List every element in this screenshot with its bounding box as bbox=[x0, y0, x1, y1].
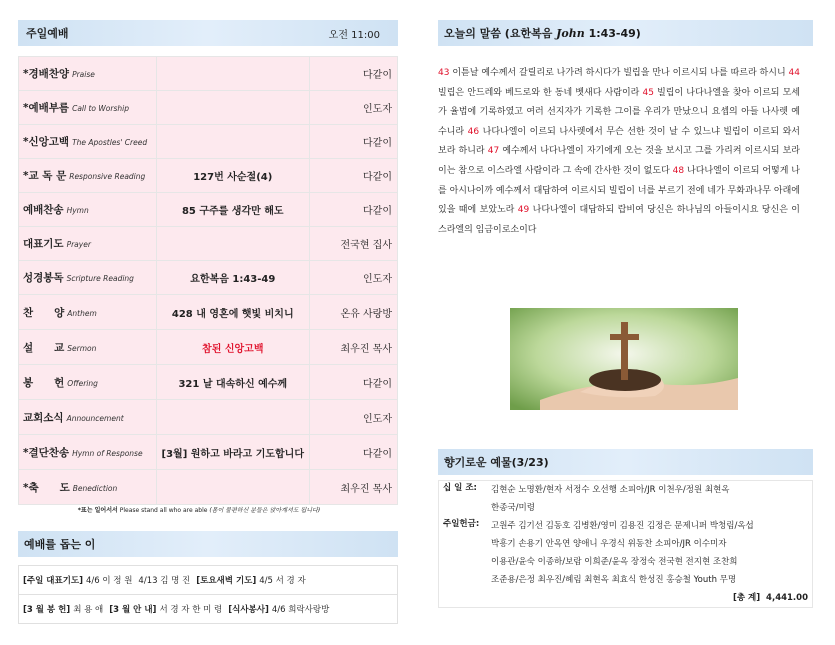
order-item-ko: 성경봉독 bbox=[23, 272, 64, 284]
order-row bbox=[19, 400, 398, 435]
cross-photo bbox=[510, 308, 738, 410]
verse-text: 나다나엘이 이르되 나사렛에서 무슨 선한 것이 날 수 있느냐 빌립이 이르되 와서 보라 하니라 bbox=[438, 126, 800, 157]
order-row bbox=[19, 57, 398, 91]
order-row bbox=[19, 365, 398, 400]
standing-note bbox=[0, 505, 398, 514]
offering-box bbox=[438, 480, 813, 608]
offering-names: 한종국/미령 bbox=[491, 503, 535, 513]
scripture-passage bbox=[438, 64, 800, 240]
offering-row bbox=[439, 481, 812, 517]
sermon-text-title-ko: 오늘의 말씀 (요한복음 bbox=[444, 27, 553, 40]
order-row bbox=[19, 470, 398, 505]
worship-header bbox=[18, 20, 398, 46]
helper-label: [주일 대표기도] bbox=[23, 576, 83, 586]
order-item-en: The Apostles' Creed bbox=[72, 138, 148, 147]
helpers-header bbox=[18, 531, 398, 557]
standing-note-bold: *표는 일어서서 bbox=[77, 507, 118, 514]
order-item-en: Announcement bbox=[66, 413, 124, 423]
order-item-leader: 최우진 목사 bbox=[309, 470, 397, 505]
verse-number: 43 bbox=[438, 68, 450, 78]
offering-names: 고원주 김기선 김동호 김병환/영미 김용진 김정은 문제니퍼 박청림/옥섭 bbox=[491, 521, 754, 531]
order-row bbox=[19, 125, 398, 159]
order-item-en: Prayer bbox=[66, 240, 91, 249]
verse-number: 49 bbox=[517, 205, 530, 216]
worship-title: 주일예배 bbox=[26, 27, 69, 40]
helpers-title: 예배를 돕는 이 bbox=[24, 538, 96, 551]
sermon-text-title bbox=[444, 25, 641, 41]
order-item-en: Offering bbox=[67, 378, 98, 388]
helper-label: [토요새벽 기도] bbox=[196, 576, 257, 586]
helpers-row bbox=[19, 566, 397, 594]
order-item-leader: 인도자 bbox=[309, 91, 397, 125]
verse-number: 46 bbox=[467, 126, 480, 137]
order-item-leader: 온유 사랑방 bbox=[309, 295, 397, 330]
order-row bbox=[19, 159, 398, 193]
order-item-content: 요한복음 1:43-49 bbox=[156, 261, 309, 295]
order-item-label bbox=[19, 227, 157, 261]
order-item-leader: 다같이 bbox=[309, 365, 397, 400]
offering-category: 주일헌금: bbox=[443, 519, 480, 529]
order-item-content bbox=[156, 470, 309, 505]
offering-category: 십 일 조: bbox=[443, 483, 477, 493]
order-item-en: Praise bbox=[72, 70, 95, 79]
order-item-leader: 다같이 bbox=[309, 57, 397, 91]
order-item-content: [3월] 원하고 바라고 기도합니다 bbox=[156, 435, 309, 470]
offering-total bbox=[439, 589, 812, 607]
offering-row bbox=[439, 517, 812, 589]
order-item-ko: 설 교 bbox=[23, 341, 65, 354]
verse-text: 예수께서 나다나엘이 자기에게 오는 것을 보시고 그를 가리켜 이르시되 보라 이는 참으로 이스라엘 사람이라 그 속에 간사한 것이 없도다 bbox=[438, 146, 800, 176]
verse-text: 이튿날 예수께서 갈릴리로 나가려 하시다가 빌립을 만나 이르시되 나를 따르라 하시니 bbox=[449, 68, 789, 78]
order-item-ko: *신앙고백 bbox=[23, 136, 70, 148]
order-item-leader: 다같이 bbox=[309, 159, 397, 193]
order-item-ko: 대표기도 bbox=[23, 238, 64, 250]
order-item-label bbox=[19, 261, 157, 295]
order-item-content bbox=[156, 57, 309, 91]
order-item-label bbox=[19, 159, 157, 193]
order-item-ko: *경배찬양 bbox=[23, 68, 70, 80]
order-row bbox=[19, 193, 398, 227]
order-item-en: Sermon bbox=[67, 343, 97, 353]
order-row bbox=[19, 435, 398, 470]
order-item-ko: *축 도 bbox=[23, 481, 70, 494]
cross-in-soil-icon bbox=[510, 308, 738, 410]
order-item-label bbox=[19, 330, 157, 365]
order-item-ko: 찬 양 bbox=[23, 306, 65, 319]
order-row bbox=[19, 261, 398, 295]
order-item-ko: 예배찬송 bbox=[23, 204, 64, 216]
offering-total-label: [총 계] bbox=[732, 593, 761, 603]
helper-value: 4/6 희락사랑방 bbox=[271, 605, 330, 615]
offering-header bbox=[438, 449, 813, 475]
order-item-content: 85 구주를 생각만 해도 bbox=[156, 193, 309, 227]
verse-number: 48 bbox=[672, 165, 685, 176]
helper-value: 서 경 자 한 미 령 bbox=[159, 605, 223, 615]
helpers-row bbox=[19, 594, 397, 623]
order-item-label bbox=[19, 91, 157, 125]
standing-note-en: Please stand all who are able bbox=[119, 507, 208, 514]
verse-number: 47 bbox=[487, 146, 500, 157]
order-of-worship bbox=[18, 56, 398, 505]
offering-total-value: 4,441.00 bbox=[766, 593, 808, 603]
helper-value: 4/5 서 경 자 bbox=[259, 576, 306, 586]
order-item-ko: 교회소식 bbox=[23, 411, 64, 424]
order-item-leader: 인도자 bbox=[309, 400, 397, 435]
verse-text: 빌립이 나다나엘을 찾아 이르되 모세가 율법에 기록하였고 여러 선지자가 기록한 그이를 우리가 만났으니 요셉의 아들 나사렛 예수니라 bbox=[438, 87, 800, 137]
order-item-en: Benediction bbox=[72, 483, 118, 493]
order-item-label bbox=[19, 193, 157, 227]
offering-names: 박흥기 손용기 안옥연 양애니 우경식 위동찬 소피아/JR 이수미자 bbox=[491, 539, 727, 549]
order-row bbox=[19, 330, 398, 365]
order-item-content bbox=[156, 125, 309, 159]
order-item-en: Hymn bbox=[66, 206, 89, 215]
order-item-ko: *교 독 문 bbox=[23, 170, 67, 182]
order-item-content bbox=[156, 227, 309, 261]
helper-value: 최 용 애 bbox=[73, 605, 104, 615]
order-item-label bbox=[19, 365, 157, 400]
order-row bbox=[19, 227, 398, 261]
order-item-content: 428 내 영혼에 햇빛 비치니 bbox=[156, 295, 309, 330]
order-item-ko: 봉 헌 bbox=[23, 376, 65, 389]
order-item-leader: 인도자 bbox=[309, 261, 397, 295]
order-item-content bbox=[156, 91, 309, 125]
verse-text: 나다나엘이 대답하되 랍비여 당신은 하나님의 아들이시요 당신은 이스라엘의 임금이로소이다 bbox=[438, 205, 800, 235]
verse-text: 빌립은 안드레와 베드로와 한 동네 벳새다 사람이라 bbox=[438, 87, 643, 98]
offering-names: 조준용/은정 최우진/혜림 최현옥 최효식 한성진 홍승철 Youth 무명 bbox=[491, 575, 737, 585]
order-row bbox=[19, 295, 398, 330]
verse-text: 나다나엘이 이르되 어떻게 나를 아시나이까 예수께서 대답하여 이르시되 빌립이 너를 부르기 전에 네가 무화과나무 아래에 있을 때에 보았노라 bbox=[438, 165, 800, 216]
helpers-box bbox=[18, 565, 398, 624]
order-item-content: 321 날 대속하신 예수께 bbox=[156, 365, 309, 400]
order-item-label bbox=[19, 295, 157, 330]
order-item-en: Anthem bbox=[67, 308, 97, 318]
order-item-leader: 전국현 집사 bbox=[309, 227, 397, 261]
verse-number: 44 bbox=[788, 68, 800, 78]
helper-label: [식사봉사] bbox=[228, 605, 269, 615]
order-item-en: Responsive Reading bbox=[69, 172, 146, 181]
order-item-label bbox=[19, 400, 157, 435]
order-item-en: Call to Worship bbox=[72, 104, 129, 113]
offering-names: 이용관/윤숙 이종하/보람 이희준/윤옥 장정숙 전국현 전지현 조찬희 bbox=[491, 557, 738, 567]
sermon-text-ref: 1:43-49) bbox=[588, 27, 641, 40]
sermon-text-header bbox=[438, 20, 813, 46]
order-item-leader: 다같이 bbox=[309, 435, 397, 470]
helper-label: [3 월 봉 헌] bbox=[23, 605, 71, 615]
helper-value: 4/6 이 정 원 bbox=[86, 576, 133, 586]
worship-time: 오전 11:00 bbox=[328, 29, 380, 41]
order-item-label bbox=[19, 125, 157, 159]
standing-note-italic: (몸이 불편하신 분들은 앉아계셔도 됩니다) bbox=[209, 507, 321, 514]
verse-number: 45 bbox=[642, 87, 654, 98]
offering-names: 김현순 노명환/현자 서정수 오선행 소피아/JR 이천우/정원 최현옥 bbox=[491, 485, 730, 495]
order-item-leader: 다같이 bbox=[309, 193, 397, 227]
order-item-label bbox=[19, 57, 157, 91]
order-item-leader: 다같이 bbox=[309, 125, 397, 159]
sermon-text-book: John bbox=[556, 27, 585, 40]
order-item-label bbox=[19, 470, 157, 505]
order-item-content: 127번 사순절(4) bbox=[156, 159, 309, 193]
helper-value: 4/13 김 명 진 bbox=[138, 576, 191, 586]
order-item-leader: 최우진 목사 bbox=[309, 330, 397, 365]
order-item-ko: *결단찬송 bbox=[23, 446, 70, 459]
order-item-content bbox=[156, 400, 309, 435]
order-item-ko: *예배부름 bbox=[23, 102, 70, 114]
order-item-en: Hymn of Response bbox=[72, 448, 143, 458]
helper-label: [3 월 안 내] bbox=[109, 605, 157, 615]
offering-title: 향기로운 예물(3/23) bbox=[444, 456, 549, 469]
order-item-label bbox=[19, 435, 157, 470]
order-item-content: 참된 신앙고백 bbox=[156, 330, 309, 365]
order-row bbox=[19, 91, 398, 125]
order-item-en: Scripture Reading bbox=[66, 274, 134, 283]
